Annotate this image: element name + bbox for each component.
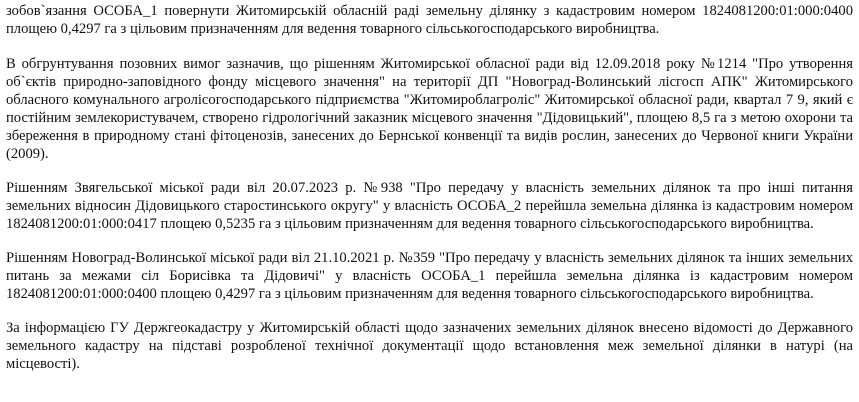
document-body [6,2,853,389]
paragraph-novohrad-decision: Рішенням Новоград-Волинської міської ради віл 21.10.2021 р. №359 "Про передачу у власність земельних ділянок та інших земельних питань за межами сіл Борисівка та Дідовичі" у власність ОСОБА_1 перейшла земельна ділянка із кадастровим номером 1824081200:01:000:0400 площею 0,4297 га з цільовим призначенням для ведення товарного сільськогосподарського виробництва. [6,250,853,302]
paragraph-cadastre-info: За інформацією ГУ Держгеокадастру у Житомирській області щодо зазначених земельних ділянок внесено відомості до Державного земельного кадастру на підставі розробленої технічної документації щодо встановлення меж земельної ділянки в натурі (на місцевості). [6,320,853,372]
paragraph-claim-grounds: В обгрунтування позовних вимог зазначив, що рішенням Житомирської обласної ради від 12.09.2018 року №1214 "Про утворення об`єктів природно-заповідного фонду місцевого значення" на території ДП "Новоград-Волинський лісгосп АПК" Житомирського обласного комунального агролісогосподарського підприємства "Житомироблагроліс" Житомирської обласної ради, квартал 7 9, який є постійним землекористувачем, створено гідрологічний заказник місцевого значення "Дідовицький", площею 8,5 га з метою охорони та збереження в природному стані фітоценозів, занесених до Бернської конвенції та видів рослин, занесених до Червоної книги України (2009). [6,56,853,162]
paragraph-zviahel-decision: Рішенням Звягельської міської ради віл 20.07.2023 р. №938 "Про передачу у власність земельних ділянок та про інші питання земельних відносин Дідовицького старостинського округу" у власність ОСОБА_2 перейшла земельна ділянка із кадастровим номером 1824081200:01:000:0417 площею 0,5235 га з цільовим призначенням для ведення товарного сільськогосподарського виробництва. [6,180,853,232]
paragraph-return-obligation: зобов`язання ОСОБА_1 повернути Житомирській обласній раді земельну ділянку з кадастровим номером 1824081200:01:000:0400 площею 0,4297 га з цільовим призначенням для ведення товарного сільськогосподарського виробництва. [6,3,853,37]
